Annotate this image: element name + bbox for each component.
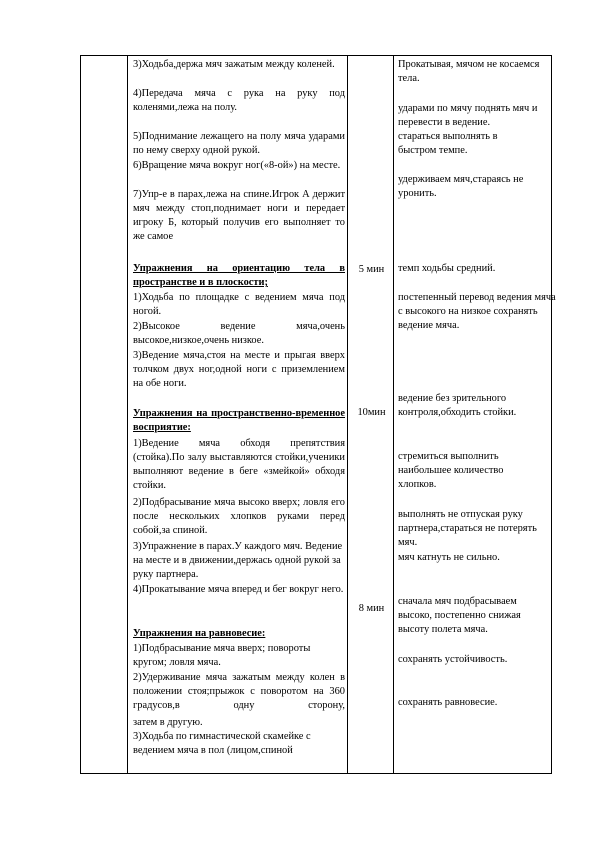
exercise-item: 2)Подбрасывание мяча высоко вверх; ловля его после нескольких хлопков руками перед собой,за спиной. — [133, 497, 345, 536]
table-border-left — [80, 55, 81, 774]
time-value: 8 мин — [358, 603, 385, 614]
exercise-item: 6)Вращение мяча вокруг ног(«8-ой») на месте. — [133, 160, 341, 171]
exercise-item: 1)Ведение мяча обходя препятствия (стойка).По залу выставляются стойки,ученики выполняют ведение в беге «змейкой» обходя стойки. — [133, 438, 345, 491]
exercise-item: 3)Ходьба по гимнастической скамейке с ведением мяча в пол (лицом,спиной — [133, 731, 311, 756]
table-divider-2 — [347, 55, 348, 774]
table-border-top — [80, 55, 552, 56]
exercise-item: 2)Удерживание мяча зажатым между колен в положении стоя;прыжок с поворотом на 360 градусов,в одну сторону, — [133, 672, 345, 711]
exercise-item: 4)Прокатывание мяча вперед и бег вокруг него. — [133, 584, 344, 595]
note-item: темп ходьбы средний. — [398, 263, 496, 274]
note-item: Прокатывая, мячом не косаемся тела. — [398, 59, 540, 84]
time-value: 5 мин — [358, 264, 385, 275]
exercise-item: 3)Ходьба,держа мяч зажатым между коленей. — [133, 59, 335, 70]
exercise-item: 5)Поднимание лежащего на полу мяча ударами по нему сверху одной рукой. — [133, 131, 345, 156]
exercise-item: 7)Упр-е в парах,лежа на спине.Игрок А держит мяч между стоп,поднимает ноги и передает игроку Б, который получив его выполняет то же самое — [133, 189, 345, 242]
section-heading: Упражнения на ориентацию тела в пространстве и в плоскости; — [133, 263, 345, 288]
note-item: ведение без зрительного контроля,обходить стойки. — [398, 393, 517, 418]
note-item: постепенный перевод ведения мяча с высокого на низкое сохранять ведение мяча. — [398, 292, 556, 331]
note-item: удерживаем мяч,стараясь не уронить. — [398, 174, 524, 199]
exercise-item: 2)Высокое ведение мяча,очень высокое,низкое,очень низкое. — [133, 321, 345, 346]
exercise-item: 4)Передача мяча с рука на руку под коленями,лежа на полу. — [133, 88, 345, 113]
section-heading: Упражнения на пространственно-временное восприятие: — [133, 408, 345, 433]
note-item: выполнять не отпуская руку партнера,стараться не потерять мяч. — [398, 509, 537, 548]
exercise-item: 3)Упражнение в парах.У каждого мяч. Ведение на месте и в движении,держась одной рукой за руку партнера. — [133, 541, 343, 580]
note-item: мяч катнуть не сильно. — [398, 552, 500, 563]
table-border-bottom — [80, 773, 552, 774]
section-heading: Упражнения на равновесие: — [133, 628, 266, 639]
note-item: сохранять равновесие. — [398, 697, 498, 708]
note-item: сохранять устойчивость. — [398, 654, 508, 665]
time-value: 10мин — [357, 407, 386, 418]
exercise-item: 1)Ходьба по площадке с ведением мяча под ногой. — [133, 292, 345, 317]
exercise-item: 1)Подбрасывание мяча вверх; повороты кругом; ловля мяча. — [133, 643, 311, 668]
note-item: ударами по мячу поднять мяч и перевести в ведение. — [398, 103, 538, 128]
exercise-item: затем в другую. — [133, 717, 203, 728]
note-item: сначала мяч подбрасываем высоко, постепенно снижая высоту полета мяча. — [398, 596, 521, 635]
exercise-item: 3)Ведение мяча,стоя на месте и прыгая вверх толчком двух ног,одной ноги с приземлением на обе ноги. — [133, 350, 345, 389]
table-divider-1 — [127, 55, 128, 774]
note-item: стараться выполнять в быстром темпе. — [398, 131, 498, 156]
note-item: стремиться выполнить наибольшее количество хлопков. — [398, 451, 504, 490]
